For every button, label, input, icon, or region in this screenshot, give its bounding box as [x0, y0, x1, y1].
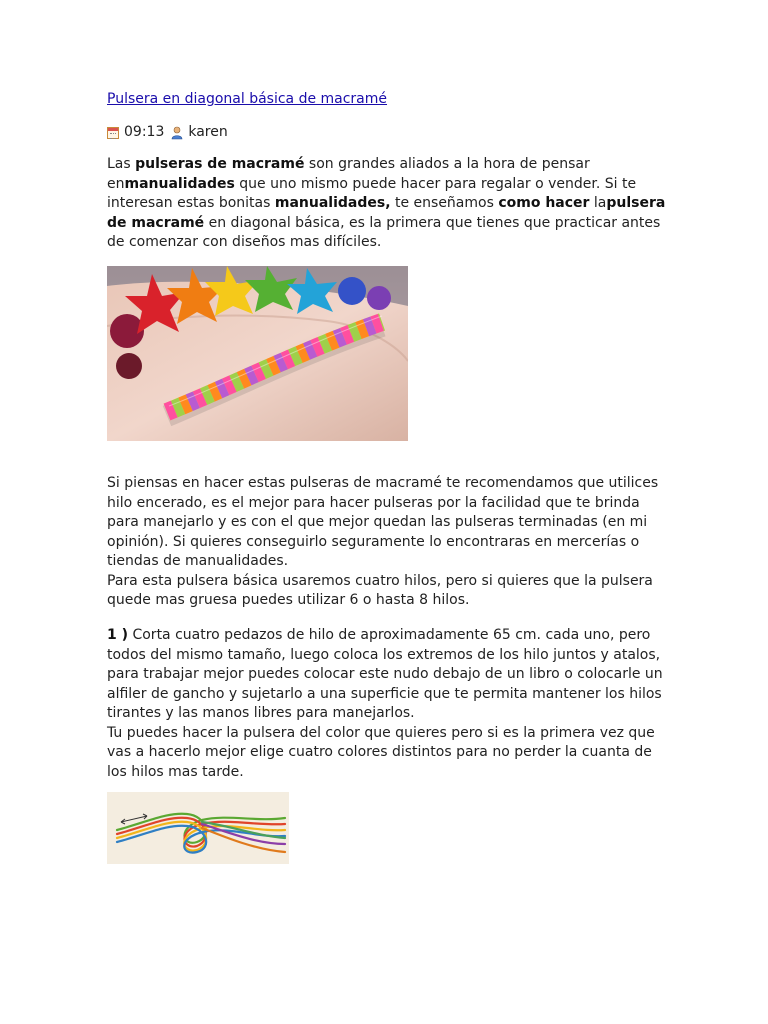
- post-author: karen: [188, 124, 228, 140]
- step-1-paragraph: 1 ) Corta cuatro pedazos de hilo de aproximadamente 65 cm. cada uno, pero todos del mismo tamaño, luego coloca los extremos de los hilo juntos y atalos, para trabajar mejor puedes colocar este nudo debajo de un libro o colocarle un alfiler de gancho y sujetarlo a una superficie que te permita mantener los hilos tirantes y las manos libres para manejarlos.: [107, 627, 663, 721]
- calendar-icon: [107, 127, 119, 139]
- bracelet-photo: [107, 266, 408, 441]
- post-meta: [107, 123, 228, 143]
- threads-paragraph: Para esta pulsera básica usaremos cuatro hilos, pero si quieres que la pulsera quede mas gruesa puedes utilizar 6 o hasta 8 hilos.: [107, 572, 653, 608]
- step-1-color-tip: Tu puedes hacer la pulsera del color que quieres pero si es la primera vez que vas a hacerlo mejor elige cuatro colores distintos para no perder la cuanta de los hilos mas tarde.: [107, 724, 655, 780]
- materials-paragraph: Si piensas en hacer estas pulseras de macramé te recomendamos que utilices hilo encerado, es el mejor para hacer pulseras por la facilidad que te brinda para manejarlo y es con el que mejor quedan las pulseras terminadas (en mi opinión). Si quieres conseguirlo seguramente lo encontraras en mercerías o tiendas de manualidades.: [107, 475, 659, 569]
- post-title-link[interactable]: Pulsera en diagonal básica de macramé: [107, 91, 388, 107]
- body-text-materials: [107, 474, 667, 611]
- knot-illustration: [107, 792, 289, 864]
- step-1: [107, 626, 667, 782]
- post-time: 09:13: [124, 124, 165, 140]
- intro-paragraph: Las pulseras de macramé son grandes aliados a la hora de pensar enmanualidades que uno mismo puede hacer para regalar o vender. Si te interesan estas bonitas manualidades, te enseñamos como hacer lapulsera de macramé en diagonal básica, es la primera que tienes que practicar antes de comenzar con diseños mas difíciles.: [107, 156, 666, 250]
- step-number: 1 ): [107, 627, 129, 643]
- user-icon: [170, 126, 184, 140]
